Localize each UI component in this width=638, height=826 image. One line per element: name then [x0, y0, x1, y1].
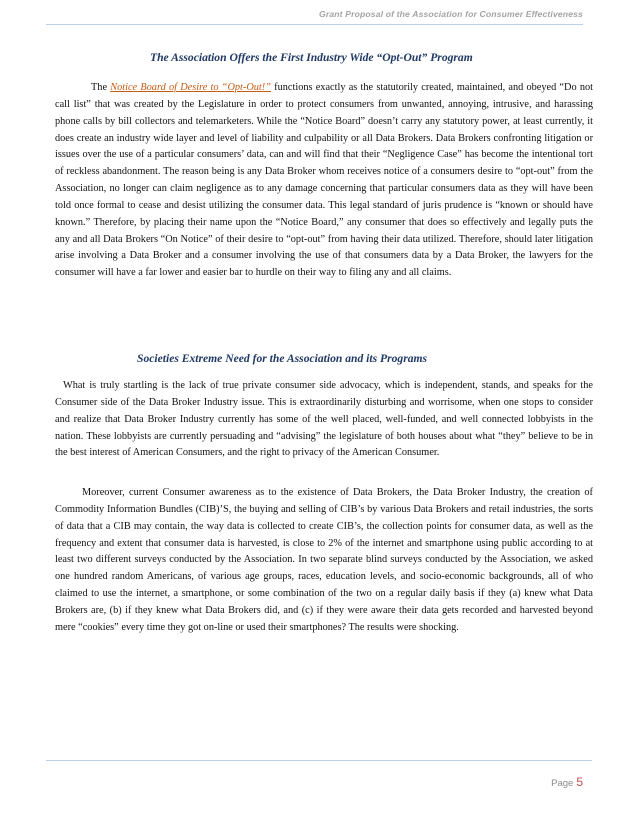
- section-heading-opt-out-program: The Association Offers the First Industry Wide “Opt-Out” Program: [150, 51, 473, 64]
- section-heading-societies-need: Societies Extreme Need for the Association and its Programs: [137, 352, 428, 365]
- running-header: Grant Proposal of the Association for Consumer Effectiveness: [318, 9, 583, 19]
- page-footer: [551, 775, 583, 789]
- paragraph-body-text: functions exactly as the statutorily created, maintained, and obeyed “Do not call list” that was created by the Legislature in order to protect consumers from unwanted, annoying, intrusive, and harassing phone calls by bill collectors and telemarketers. While the “Notice Board” doesn’t carry any statutory power, at least currently, it does create an industry wide layer and level of liability and culpability or all Data Brokers. Data Brokers confronting litigation or issues over the use of a particular consumers’ data, can and will find that their “Negligence Case” has become the intentional tort of reckless abandonment. The reason being is any Data Broker whom receives notice of a consumers desire to “opt-out” from the Association, no longer can claim negligence as to any damage concerning that particular consumers data as they will have been told once formal to cease and desist utilizing the consumer data. This legal standard of juris prudence is “known or should have known.” Therefore, by placing their name upon the “Notice Board,” any consumer that does so effectively and legally puts the any and all Data Brokers “On Notice” of their desire to “opt-out” from having their data utilized. Therefore, should later litigation arise involving a Data Broker and a consumer involving the use of that consumers data by a Data Broker, the lawyers for the consumer will have a far lower and easier bar to hurdle on their way to filing any and all claims.: [55, 82, 594, 279]
- footer-divider: [46, 760, 592, 761]
- page-number: 5: [576, 775, 583, 789]
- paragraph-notice-board: [55, 80, 593, 282]
- paragraph-consumer-awareness: Moreover, current Consumer awareness as to the existence of Data Brokers, the Data Broker Industry, the creation of Commodity Information Bundles (CIB)’S, the buying and selling of CIB’s by various Data Brokers and retail industries, the sorts of data that a CIB may contain, the way data is collected to create CIB’s, the collection points for consumer data, as well as the frequency and extent that consumer data is harvested, is close to 2% of the internet and smartphone using public according to at least two different surveys conducted by the Association. In two separate blind surveys conducted by the Association, we asked one hundred random Americans, of various age groups, races, education levels, and socio-economic backgrounds, all of who claimed to use the internet, a smartphone, or some combination of the two on a regular daily basis if they (a) knew what Data Brokers are, (b) if they knew what Data Brokers did, and (c) if they were aware their data gets recorded and harvested beyond mere “cookies” every time they got on-line or used their smartphones? The results were shocking.: [55, 487, 593, 633]
- paragraph-lead-text: The: [91, 82, 111, 93]
- page-label: Page: [551, 778, 574, 789]
- notice-board-link[interactable]: Notice Board of Desire to “Opt-Out!”: [110, 82, 271, 93]
- paragraph-consumer-advocacy: What is truly startling is the lack of true private consumer side advocacy, which is independent, stands, and speaks for the Consumer side of the Data Broker Industry issue. This is extraordinarily disturbing and worrisome, when one stops to consider and realize that Data Broker Industry currently has some of the well placed, well-funded, and well connected lobbyists in the nation. These lobbyists are currently persuading and “advising” the legislature of both houses about what “they” believe to be in the best interest of American Consumers, and the right to privacy of the American Consumer.: [55, 380, 593, 459]
- header-divider: [46, 24, 583, 25]
